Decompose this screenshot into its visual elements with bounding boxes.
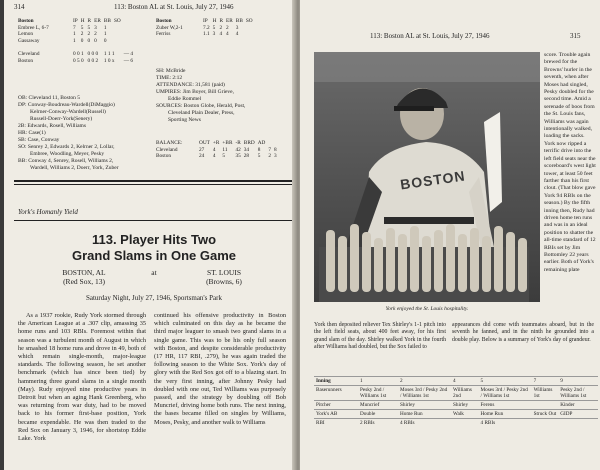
- linescore-row: Cleveland 0 0 1 0 0 0 1 1 1 — 4: [18, 50, 134, 57]
- matchup: [44, 268, 264, 286]
- boston-pitching-box: [18, 18, 136, 64]
- summary-header-row: Inning 1 2 4 5 7 9: [314, 377, 598, 386]
- right-page: [300, 0, 600, 470]
- balance-table: BALANCE: OUT +R +BR -R BRD AD Cleveland 27 4 11 42 34 8 7 8 Boston 24 4 5 35 28 5 2 3: [156, 140, 280, 160]
- right-pitching-box: Boston IP H R ER BB SO Zuber W,2-1 7.2 5 2 2 3 Ferriss 1.1 3 4 4 4: [156, 18, 256, 38]
- game-title-line-1: 113. Player Hits Two: [91, 232, 217, 247]
- team-right-block: ST. LOUIS (Browns, 6): [206, 268, 242, 286]
- article-column-1: As a 1937 rookie, Rudy York stormed through the American League at a .307 clip, amassing 35 home runs and 103 RBIs. Foremost within that season was a turbulent month of August in which he smashed 18 home runs and drove in 49, both of which remain single-month, major-league standards. The following season, he set another benchmark (which has since been tied) by hammering three grand slams in a single month (May). Rudy enjoyed nine productive years in Detroit but when an aging Hank Greenberg, who was returning from war duty, had to be moved back to his former first-base position, York became expendable. He was then traded to the Red Sox on January 3, 1946, for shortstop Eddie Lake. York: [18, 312, 146, 443]
- left-page: [4, 0, 296, 470]
- balance-row: Boston 24 4 5 35 28 5 2 3: [156, 153, 277, 160]
- summary-row: RBI 2 RBIs 4 RBIs 4 RBIs: [314, 419, 598, 428]
- game-info: SH: McBride TIME: 2:12 ATTENDANCE: 31,581 (paid) UMPIRES: Jim Boyer, Bill Grieve, Eddie Rommel SOURCES: Boston Globe, Herald, Post, Cleveland Plain Dealer, Press, Sporting News: [156, 68, 246, 123]
- section-divider: [14, 180, 292, 182]
- pitcher-row: Gassaway 1 0 0 0 0: [18, 37, 107, 44]
- york-photo: [314, 52, 540, 302]
- bottom-column-1: York then deposited reliever Tex Shirley's 1-1 pitch into the left field seats, about 400 feet away, for his first grand slam of the day. Shirley walked York in the fourth after Williams had doubled, but the Sox failed to: [314, 322, 446, 351]
- pitcher-row: Ferriss 1.1 3 4 4 4: [156, 31, 239, 38]
- pitcher-row: Zuber W,2-1 7.2 5 2 2 3: [156, 24, 239, 31]
- york-summary-table: [314, 376, 598, 427]
- team-left-block: BOSTON, AL (Red Sox, 13): [62, 268, 106, 286]
- dateline: Saturday Night, July 27, 1946, Sportsman's Park: [85, 294, 222, 302]
- label-rule: [14, 220, 292, 221]
- running-head-left: 113: Boston AL at St. Louis, July 27, 1946: [114, 3, 234, 11]
- game-notes: OB: Cleveland 11, Boston 5 DP: Conway-Boudreau-Wardell(DiMaggio) Kelrner-Conway-Wardell(Russell) Russell-Doerr-York(Senery) 2B: Edwards, Rosell, Williams HR: Case(1) SB: Case, Conway SO: Senrey 2, Edwards 2, Kelrner 2, Lollar, Embree, Woodling, Meyer, Pesky BB: Conway 4, Senrey, Rosell, Williams 2, Wardell, Williams 2, Doerr, York, Zuber: [18, 95, 119, 171]
- box-header-row: Boston IP H R ER BB SO: [18, 18, 121, 24]
- linescore-row: Boston 0 5 0 0 0 2 1 0 x — 6: [18, 57, 134, 64]
- game-title-line-2: Grand Slams in One Game: [72, 248, 236, 263]
- page-number-right: 315: [570, 32, 581, 40]
- balance-row: Cleveland 27 4 11 42 34 8 7 8: [156, 146, 277, 153]
- pitcher-row: Lemon 1 2 2 2 1: [18, 31, 107, 38]
- jersey-lettering: BOSTON: [399, 167, 467, 193]
- bottom-column-2: appearances did come with teammates aboard, but in the seventh he fanned, and in the ninth he grounded into a double play. Below is a summary of York's day of grandeur.: [452, 322, 594, 343]
- summary-row: Baserunners Pesky 2nd / Williams 1st Moses 3rd / Pesky 2nd / Williams 1st Williams 2nd Moses 3rd / Pesky 2nd / Williams 1st Williams 1st Pesky 2nd / Williams 1st: [314, 386, 598, 401]
- page-number-left: 314: [14, 3, 25, 11]
- side-column-text: score. Trouble again brewed for the Browns' hurler in the seventh, when after Moses had singled, Pesky doubled for the second time. Amid a serenade of boos from the St. Louis fans, Williams was again intentionally walked, loading the sacks. York now ripped a terrific drive into the left field seats near the scoreboard's west light tower, at least 50 feet farther than his first clout. (That blow gave York 94 RBIs on the season.) By the fifth inning then, Rudy had driven home ten runs and was in an ideal position to shatter the all-time standard of 12 RBIs set by Jim Bottomley 22 years earlier. Both of York's remaining plate: [544, 52, 596, 273]
- photo-caption: York enjoyed the St. Louis hospitality.: [385, 306, 469, 312]
- article-column-2: continued his offensive productivity in Boston which culminated on this day as he became the third major leaguer to smash two grand slams in a single game. This was to be his only full season with Boston, and despite considerable productivity (17 HR, 117 RBI, .279), he was again traded the following season to the White Sox. York's day of glory with the Red Sox got off to a blazing start. In the very first inning, after Johnny Pesky had doubled with one out, Ted Williams was purposely passed, and the strategy by doubling off Bob Muncrief, driving home both runs. The next inning, the bases became filled on singles by Williams, Moses, Pesky, and another walk to Williams: [154, 312, 286, 426]
- at-label: at: [151, 268, 157, 277]
- running-head-right: 113: Boston AL at St. Louis, July 27, 1946: [370, 32, 490, 40]
- section-divider-thin: [14, 184, 292, 185]
- section-label: York's Homanly Yield: [18, 208, 78, 216]
- pitcher-row: Embree L, 6-7 7 5 5 3 1: [18, 24, 107, 31]
- summary-row: Pitcher Muncrief Shirley Shirley Ferens Kinder: [314, 401, 598, 410]
- summary-row: York's AB Double Home Run Walk Home Run Struck Out GIDP: [314, 410, 598, 419]
